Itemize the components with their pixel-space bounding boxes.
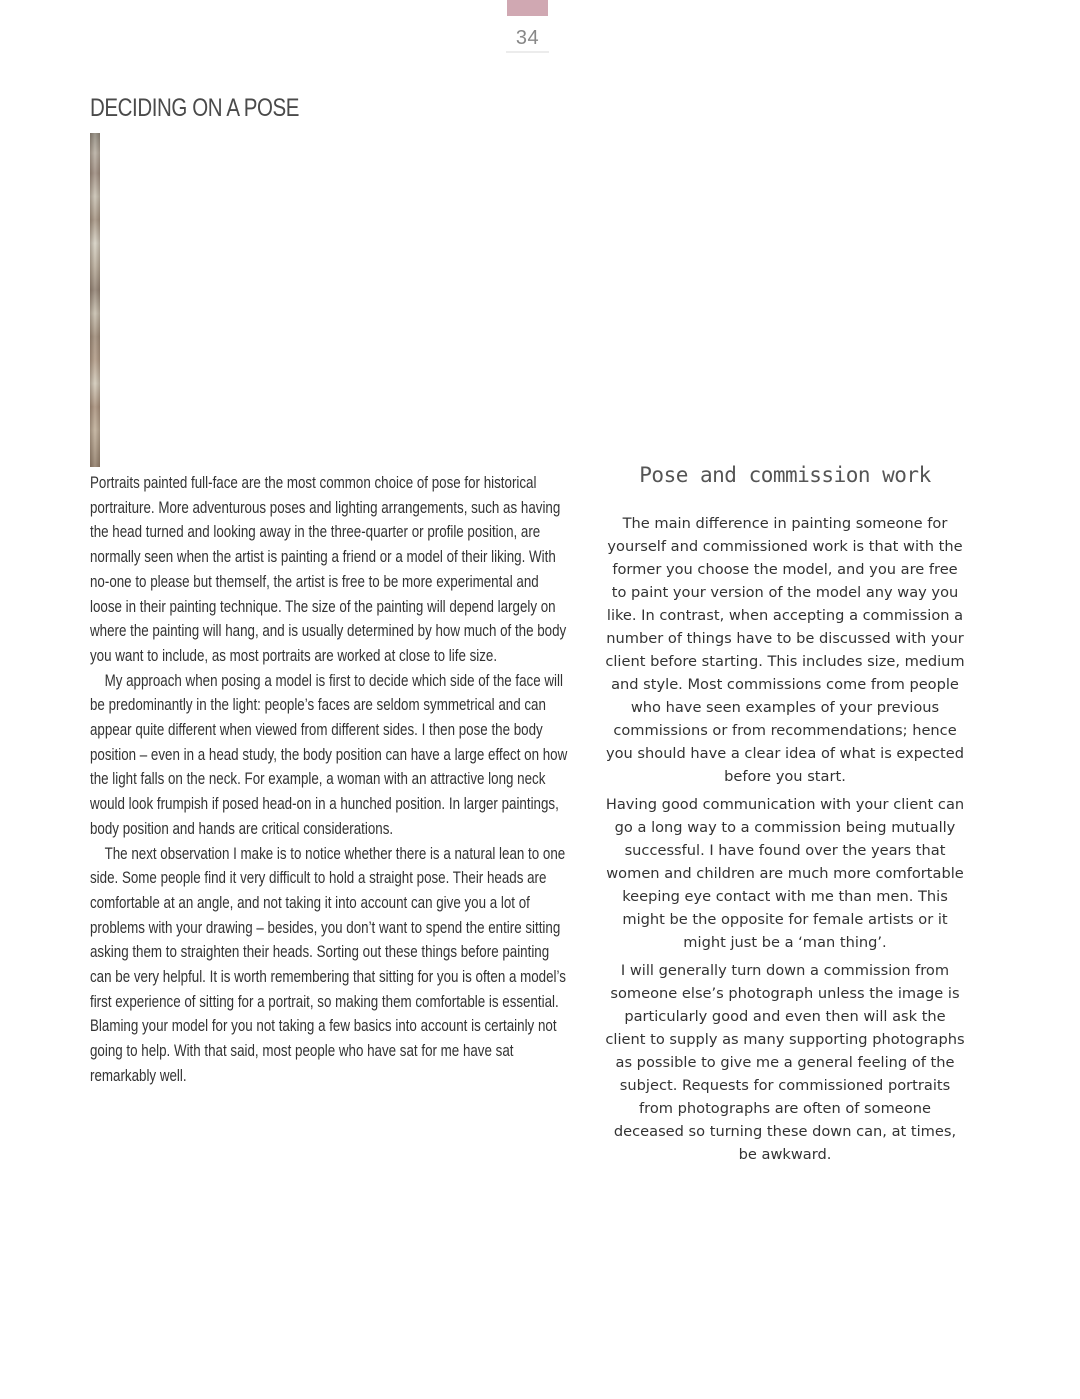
main-paragraph-2: My approach when posing a model is first to decide which side of the face will be predominantly in the light: people’s faces are seldom symmetrical and can appear quite different when viewed from different sides. I then pose the body position – even in a head study, the body position can have a large effect on how the light falls on the neck. For example, a woman with an attractive long neck would look frumpish if posed head-on in a hunched position. In larger paintings, body position and hands are critical considerations. [90,671,568,838]
main-paragraph-1: Portraits painted full-face are the most common choice of pose for historical portraiture. More adventurous poses and lighting arrangements, such as having the head turned and looking away in the three-quarter or profile position, are normally seen when the artist is painting a friend or a model of their liking. With no-one to please but themself, the artist is free to be more experimental and loose in their painting technique. The size of the painting will depend largely on where the painting will hang, and is usually determined by how much of the body you want to include, as most portraits are worked at close to life size. [90,474,567,665]
sidebar-paragraph-3: I will generally turn down a commission from someone else’s photograph unless the image is particularly good and even then will ask the client to supply as many supporting photographs as possible to give me a general feeling of the subject. Requests for commissioned portraits from photographs are often of someone deceased so turning these down can, at times, be awkward. [605,962,965,1163]
main-text-column [90,471,570,1089]
sidebar-paragraph-2: Having good communication with your client can go a long way to a commission being mutually successful. I have found over the years that women and children are much more comfortable keeping eye contact with me than men. This might be the opposite for female artists or it might just be a ‘man thing’. [605,796,965,951]
sidebar-text-column [605,512,965,1171]
page-tab-marker [507,0,548,16]
page-number-underline [506,51,549,53]
page-number: 34 [515,27,540,49]
sidebar-heading: Pose and commission work [639,463,931,487]
sidebar-paragraph-1: The main difference in painting someone for yourself and commissioned work is that with the former you choose the model, and you are free to paint your version of the model any way you like. In contrast, when accepting a commission a number of things have to be discussed with your client before starting. This includes size, medium and style. Most commissions come from people who have seen examples of your previous commissions or from recommendations; hence you should have a clear idea of what is expected before you start. [605,515,965,785]
section-heading: DECIDING ON A POSE [90,94,300,122]
painting-image-strip [90,133,100,467]
main-paragraph-3: The next observation I make is to notice whether there is a natural lean to one side. Some people find it very difficult to hold a straight pose. Their heads are comfortable at an angle, and not taking it into account can give you a lot of problems with your drawing – besides, you don’t want to spend the entire sitting asking them to straighten their heads. Sorting out these things before painting can be very helpful. It is worth remembering that sitting for you is often a model’s first experience of sitting for a portrait, so making them comfortable is essential. Blaming your model for you not taking a few basics into account is certainly not going to help. With that said, most people who have sat for me have sat remarkably well. [90,844,566,1085]
